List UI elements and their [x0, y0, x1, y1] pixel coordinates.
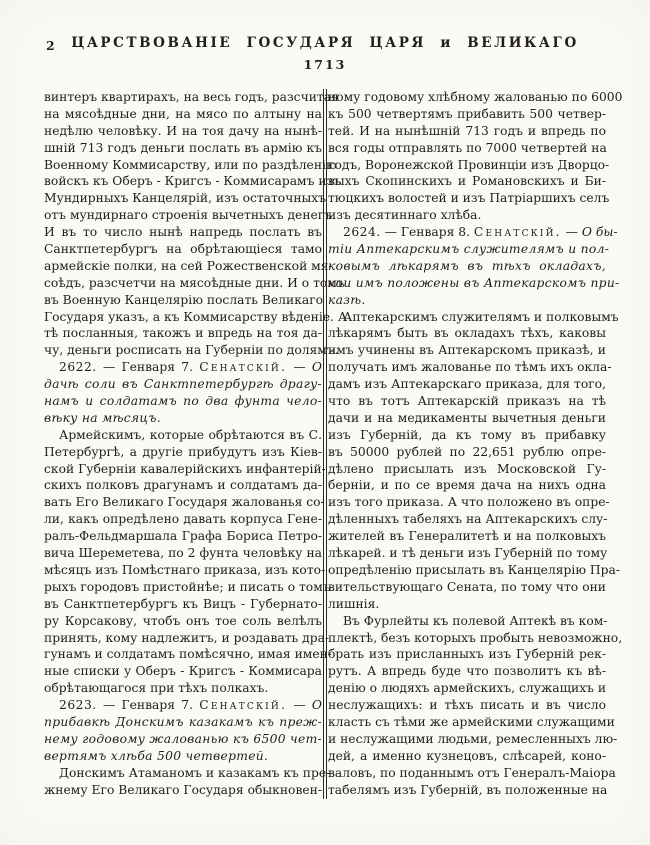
text-line: принять, кому надлежитъ, и роздавать дра-: [44, 630, 330, 645]
text-line: ской Губерніи кавалерійскихъ инфантерій-: [44, 461, 326, 476]
text-line: Въ Фурлейты къ полевой Аптекѣ въ ком-: [343, 613, 608, 628]
entry-heading-line: [44, 697, 322, 714]
text-line: годъ, Воронежской Провинціи изъ Дворцо-: [328, 157, 610, 172]
text-line: прибавкѣ Донскимъ казакамъ къ преж-: [44, 714, 322, 729]
right-column: [328, 89, 623, 801]
text-line: ному годовому хлѣбному жалованью по 6000: [328, 90, 623, 104]
text-line: вся годы отправлять по 7000 четвертей на: [328, 140, 607, 155]
text-line: класть съ тѣми же армейскими служащими: [328, 714, 615, 729]
text-line: Военному Коммисарству, или по раздѣленію: [44, 157, 337, 172]
text-line: Государя указъ, а къ Коммисарству вѣденіе. А: [44, 309, 348, 324]
text-line: скихъ полковъ драгунамъ и солдатамъ да-: [44, 478, 322, 493]
text-line: рыхъ городовъ пристойнѣе; и писать о томъ: [44, 579, 331, 594]
text-line: вительствующаго Сената, по тому что они: [328, 579, 606, 594]
text-line: войскъ къ Оберъ - Кригсъ - Коммисарамъ изъ: [44, 174, 342, 189]
text-line: вѣку на мѣсяцъ.: [44, 410, 161, 425]
text-line: дѣлено присылать изъ Московской Гу-: [328, 461, 606, 476]
text-line: Армейскимъ, которые обрѣтаются въ С.: [59, 427, 322, 442]
text-line: рутъ. А впредь буде что позволитъ къ вѣ-: [328, 664, 606, 679]
text-line: опредѣленію присылать въ Канцелярію Пра-: [328, 562, 621, 577]
text-line: лишнія.: [328, 596, 380, 611]
text-line: и неслужащими людьми, ремесленныхъ лю-: [328, 731, 618, 746]
text-line: ралъ-Фельдмаршала Графа Бориса Петро-: [44, 529, 322, 544]
text-line: армейскіе полки, на сей Рожественской мя-: [44, 258, 333, 273]
entry-title-lead: О: [311, 360, 322, 375]
text-line: гунамъ и солдатамъ помѣсячно, имая имен-: [44, 647, 332, 662]
text-line: дачѣ соли въ Санктпетербургѣ драгу-: [44, 377, 322, 392]
text-line: вертямъ хлѣба 500 четвертей.: [44, 748, 269, 763]
entry-date: Генваря 7.: [121, 698, 193, 713]
text-line: кои имъ положены въ Аптекарскомъ при-: [328, 275, 620, 290]
text-line: въ 50000 рублей по 22,651 рублю опре-: [328, 444, 606, 459]
entry-number: 2623.: [59, 698, 97, 713]
text-line: нему годовому жалованью къ 6500 чет-: [44, 731, 322, 746]
text-line: дѣленныхъ табеляхъ на Аптекарскихъ слу-: [328, 512, 608, 527]
text-line: ли, какъ опредѣлено давать корпуса Гене-: [44, 512, 322, 527]
entry-date: Генваря 7.: [121, 360, 193, 375]
entry-type-label: Сенатскій.: [473, 225, 562, 240]
page-header: [0, 30, 650, 88]
text-line: неслужащихъ: и тѣхъ писать и въ число: [328, 698, 606, 713]
text-line: мѣсяцъ изъ Помѣстнаго приказа, изъ кото-: [44, 562, 326, 577]
entry-title-lead: О: [311, 698, 322, 713]
dash: —: [293, 698, 306, 713]
page-body: [44, 89, 623, 801]
text-line: что въ тотъ Аптекарскій приказъ на тѣ: [328, 394, 606, 409]
dash: —: [293, 360, 306, 375]
year-heading: 1713: [303, 57, 347, 72]
text-line: валовъ, по поданнымъ отъ Генералъ-Маіора: [328, 765, 616, 780]
text-line: Аптекарскимъ служителямъ и полковымъ: [343, 309, 619, 324]
text-line: отъ мундирнаго строенія вычетныхъ денегъ.: [44, 208, 336, 223]
text-line: брать изъ присланныхъ изъ Губерній рек-: [328, 647, 606, 662]
text-line: плектѣ, безъ которыхъ пробыть невозможно,: [328, 630, 623, 645]
text-line: намъ и солдатамъ по два фунта чело-: [44, 394, 322, 409]
text-line: Петербургѣ, а другіе прибудутъ изъ Кіев-: [44, 444, 322, 459]
text-line: жнему Его Великаго Государя обыкновен-: [44, 782, 322, 797]
text-line: ковымъ лѣкарямъ въ тѣхъ окладахъ,: [328, 258, 606, 273]
text-line: винтеръ квартирахъ, на весь годъ, разсчитая: [44, 90, 339, 104]
text-line: тѣ посланныя, такожъ и впредь на тоя да-: [44, 326, 322, 341]
text-line: въ Санктпетербургъ къ Вицъ - Губернато-: [44, 596, 322, 611]
text-line: денію о людяхъ армейскихъ, служащихъ и: [328, 681, 607, 696]
text-line: вать Его Великаго Государя жалованья со-: [44, 495, 325, 510]
column-divider: [323, 89, 327, 799]
text-line: И въ то число нынѣ напредь послать въ: [44, 225, 322, 240]
text-line: дамъ изъ Аптекарскаго приказа, для того,: [328, 377, 606, 392]
dash: —: [102, 360, 116, 375]
entry-date: Генваря 8.: [400, 225, 470, 240]
text-line: изъ того приказа. А что положено въ опре-: [328, 495, 610, 510]
text-line: соѣдъ, разсчетчи на мясоѣдные дни. И о томъ: [44, 275, 345, 290]
page-number: 2: [46, 38, 55, 53]
text-line: лѣкарямъ быть въ окладахъ тѣхъ, каковы: [328, 326, 606, 341]
text-line: изъ десятиннаго хлѣба.: [328, 208, 482, 223]
text-line: на мясоѣдные дни, на мясо по алтыну на: [44, 106, 322, 121]
text-line: выхъ Скопинскихъ и Романовскихъ и Би-: [328, 174, 606, 189]
text-line: тюцкихъ волостей и изъ Патріаршихъ селъ: [328, 191, 610, 206]
entry-heading-line: [44, 359, 322, 376]
text-line: тей. И на нынѣшній 713 годъ и впредь по: [328, 123, 606, 138]
dash: —: [102, 698, 116, 713]
text-line: изъ Губерній, да къ тому въ прибавку: [328, 427, 606, 442]
text-line: дей, а именно кузнецовъ, слѣсарей, коно-: [328, 748, 606, 763]
entry-type-label: Сенатскій.: [199, 360, 288, 375]
text-line: вича Шереметева, по 2 фунта человѣку на: [44, 546, 322, 561]
entry-title-lead: О бы-: [581, 225, 618, 240]
text-line: берніи, и по се время дача на нихъ одна: [328, 478, 606, 493]
text-line: Санктпетербургъ на обрѣтающіеся тамо: [44, 242, 322, 257]
text-line: чу, деньги росписать на Губерніи по долямъ.: [44, 343, 339, 358]
entry-heading-line: [328, 224, 618, 241]
text-line: жителей въ Генералитетѣ и на полковыхъ: [328, 529, 606, 544]
entry-number: 2622.: [59, 360, 97, 375]
text-line: къ 500 четвертямъ прибавить 500 четвер-: [328, 106, 606, 121]
text-line: обрѣтающагося при тѣхъ полкахъ.: [44, 681, 269, 696]
text-line: тіи Аптекарскимъ служителямъ и пол-: [328, 242, 610, 257]
text-line: ру Корсакову, чтобъ онъ тое соль велѣлъ: [44, 613, 322, 628]
text-line: шній 713 годъ деньги послать въ армію къ: [44, 140, 322, 155]
text-line: Мундирныхъ Канцелярій, изъ остаточныхъ: [44, 191, 327, 206]
text-line: табелямъ изъ Губерній, въ положенные на: [328, 782, 608, 797]
entry-number: 2624.: [343, 225, 381, 240]
text-line: имъ учинены въ Аптекарскомъ приказѣ, и: [328, 343, 606, 358]
dash: —: [565, 225, 578, 240]
text-line: ные списки у Оберъ - Кригсъ - Коммисара: [44, 664, 322, 679]
text-line: получать имъ жалованье по тѣмъ ихъ окла-: [328, 360, 612, 375]
text-line: въ Военную Канцелярію послать Великаго: [44, 292, 324, 307]
text-line: дачи и на медикаменты вычетныя деньги: [328, 410, 606, 425]
text-line: недѣлю человѣку. И на тоя дачу на нынѣ-: [44, 123, 322, 138]
entry-type-label: Сенатскій.: [199, 698, 288, 713]
text-line: лѣкарей. и тѣ деньги изъ Губерній по тому: [328, 546, 608, 561]
text-line: казѣ.: [328, 292, 366, 307]
dash: —: [384, 225, 397, 240]
text-line: Донскимъ Атаманомъ и казакамъ къ пре-: [59, 765, 331, 780]
volume-title: ЦАРСТВОВАНІЕ ГОСУДАРЯ ЦАРЯ и ВЕЛИКАГО: [71, 35, 579, 51]
